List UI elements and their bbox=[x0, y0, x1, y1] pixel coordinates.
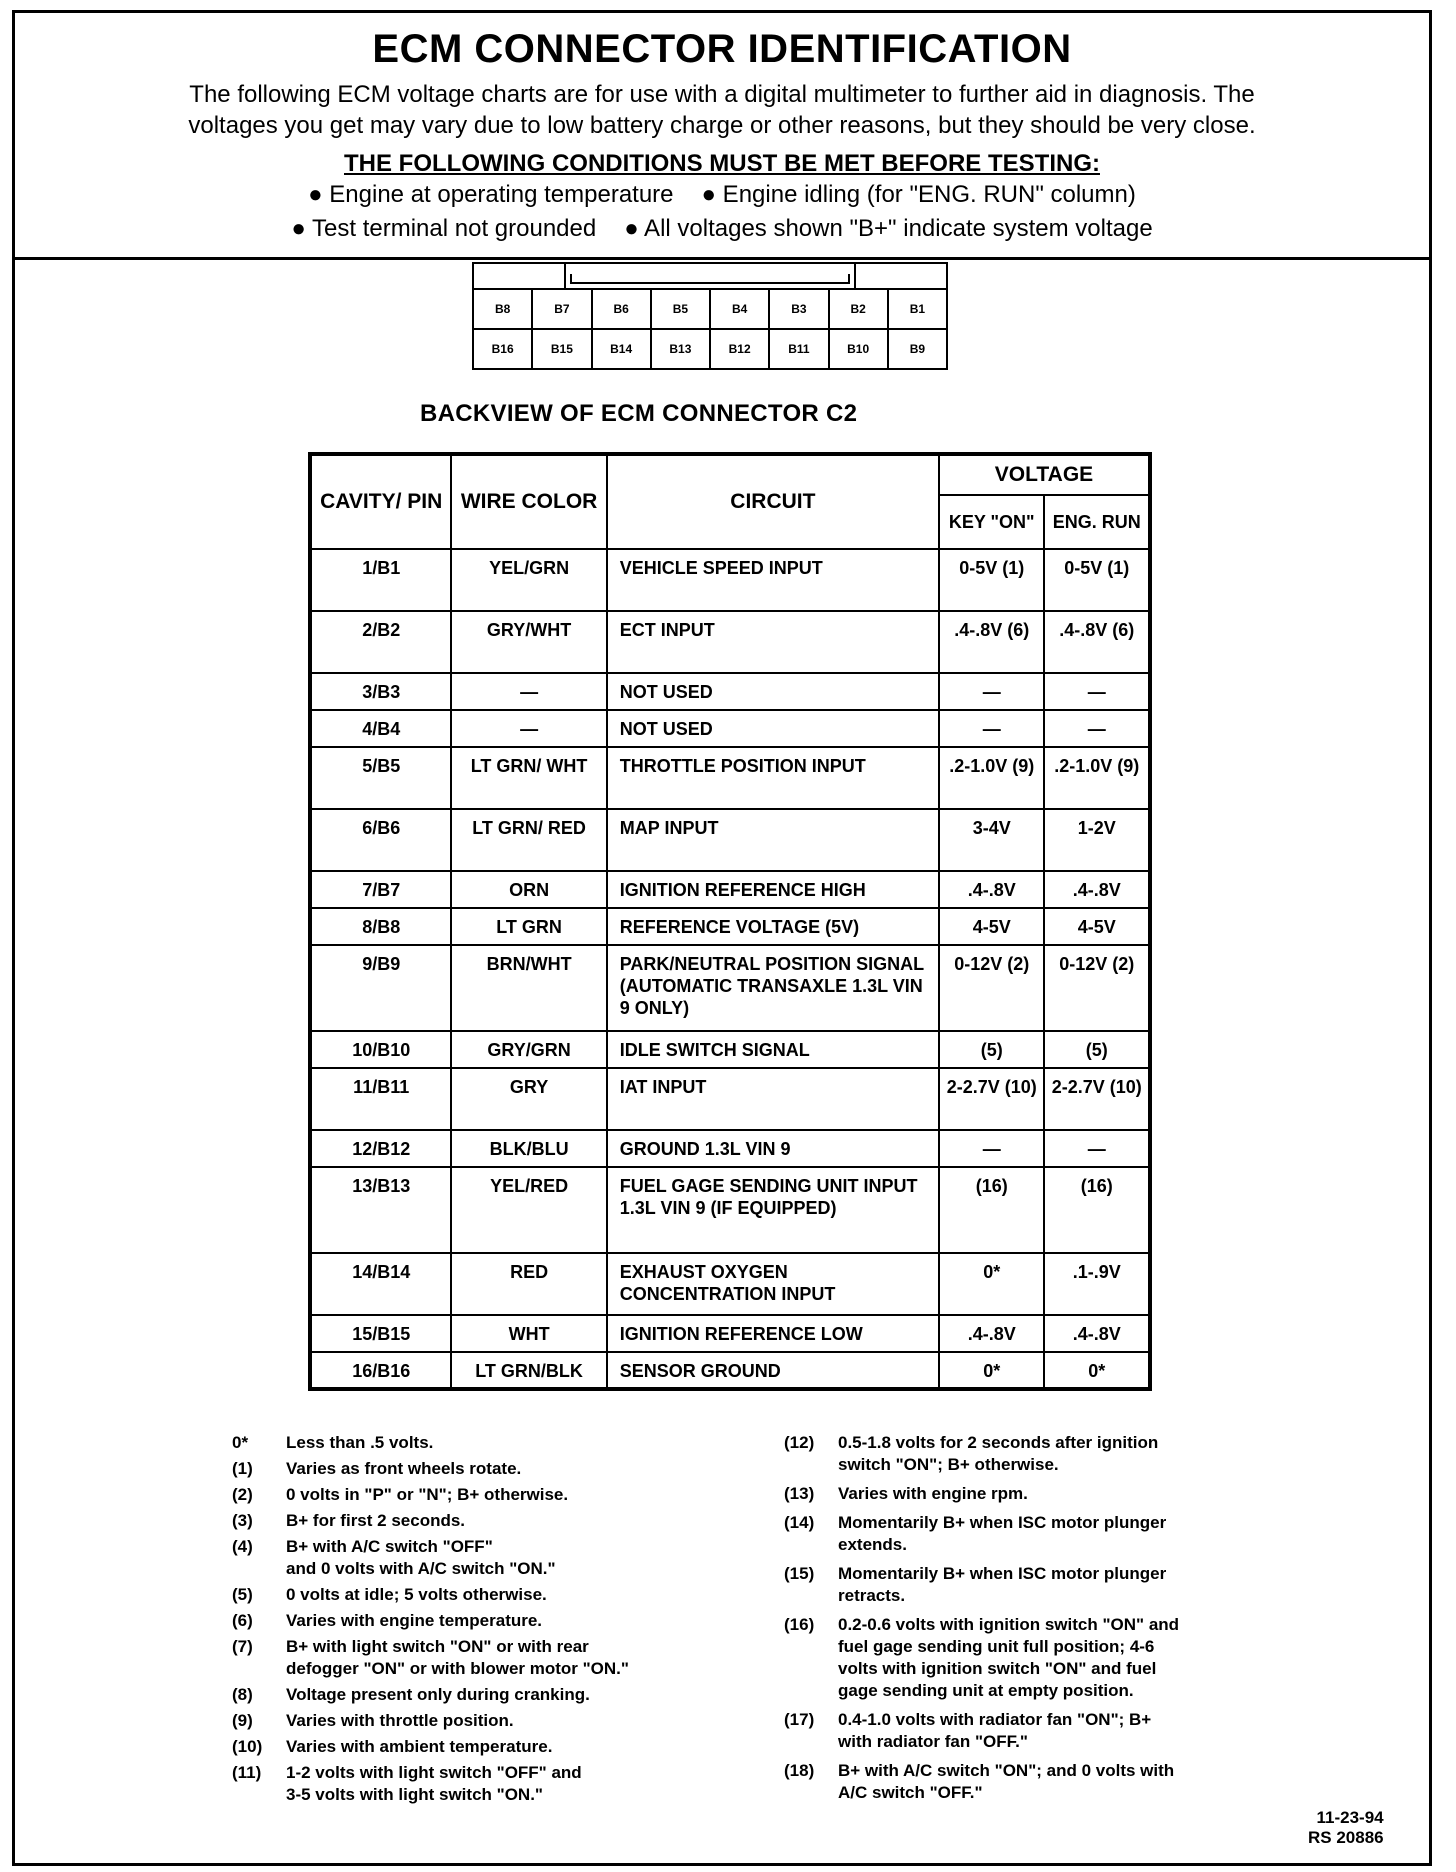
header-circuit: CIRCUIT bbox=[607, 454, 939, 549]
table-row bbox=[310, 1167, 1150, 1253]
footnote-text: 0 volts at idle; 5 volts otherwise. bbox=[286, 1585, 547, 1604]
connector-diagram bbox=[472, 262, 948, 370]
cell-pin: 7/B7 bbox=[310, 871, 451, 908]
footnote-text: B+ for first 2 seconds. bbox=[286, 1511, 466, 1530]
footnote bbox=[784, 1563, 1264, 1607]
intro-text bbox=[15, 79, 1429, 141]
footnote bbox=[232, 1510, 732, 1532]
pin-label: B15 bbox=[533, 330, 592, 370]
cell-circuit: VEHICLE SPEED INPUT bbox=[607, 549, 939, 611]
intro-line-1: The following ECM voltage charts are for use with a digital multimeter to further aid in diagnosis. The bbox=[189, 81, 1255, 108]
cell-wire-color: GRY bbox=[451, 1068, 606, 1130]
footnote-text: B+ with A/C switch "OFF" and 0 volts with A/C switch "ON." bbox=[286, 1537, 556, 1578]
condition-item: ● Test terminal not grounded bbox=[291, 215, 597, 242]
cell-circuit: IGNITION REFERENCE LOW bbox=[607, 1315, 939, 1352]
cell-key-on: 0* bbox=[939, 1352, 1044, 1389]
table-row bbox=[310, 1031, 1150, 1068]
conditions-line-1 bbox=[15, 178, 1429, 212]
cell-pin: 16/B16 bbox=[310, 1352, 451, 1389]
pin-label: B2 bbox=[830, 290, 889, 330]
header-section bbox=[15, 13, 1429, 260]
cell-eng-run: (5) bbox=[1044, 1031, 1150, 1068]
cell-key-on: .2-1.0V (9) bbox=[939, 747, 1044, 809]
pin-label: B6 bbox=[593, 290, 652, 330]
footnote-text: Varies with ambient temperature. bbox=[286, 1737, 553, 1756]
footnote bbox=[232, 1736, 732, 1758]
cell-circuit: NOT USED bbox=[607, 710, 939, 747]
pin-label: B8 bbox=[474, 290, 533, 330]
footnote bbox=[232, 1458, 732, 1480]
cell-circuit: PARK/NEUTRAL POSITION SIGNAL (AUTOMATIC TRANSAXLE 1.3L VIN 9 ONLY) bbox=[607, 945, 939, 1031]
table-row bbox=[310, 1352, 1150, 1389]
footnote-key: (10) bbox=[232, 1737, 263, 1756]
conditions-title: THE FOLLOWING CONDITIONS MUST BE MET BEFORE TESTING: bbox=[344, 150, 1100, 177]
footnote-key: (18) bbox=[784, 1761, 815, 1780]
cell-wire-color: YEL/RED bbox=[451, 1167, 606, 1253]
cell-key-on: 0* bbox=[939, 1253, 1044, 1315]
cell-pin: 10/B10 bbox=[310, 1031, 451, 1068]
cell-eng-run: 0-12V (2) bbox=[1044, 945, 1150, 1031]
condition-item: ● Engine at operating temperature bbox=[308, 181, 674, 208]
table-row bbox=[310, 908, 1150, 945]
pin-label: B5 bbox=[652, 290, 711, 330]
cell-wire-color: BRN/WHT bbox=[451, 945, 606, 1031]
cell-wire-color: ORN bbox=[451, 871, 606, 908]
footnote-text: 0.2-0.6 volts with ignition switch "ON" and fuel gage sending unit full position; 4-6 volts with ignition switch "ON" and fuel gage sending unit at empty position. bbox=[838, 1615, 1180, 1700]
footnote-text: B+ with A/C switch "ON"; and 0 volts with A/C switch "OFF." bbox=[838, 1761, 1175, 1802]
footnote-text: 1-2 volts with light switch "OFF" and 3-5 volts with light switch "ON." bbox=[286, 1763, 582, 1804]
footnote-key: (16) bbox=[784, 1615, 815, 1634]
pin-label: B12 bbox=[711, 330, 770, 370]
footnote-text: Momentarily B+ when ISC motor plunger extends. bbox=[838, 1513, 1167, 1554]
footnote-text: Momentarily B+ when ISC motor plunger retracts. bbox=[838, 1564, 1167, 1605]
intro-line-2: voltages you get may vary due to low battery charge or other reasons, but they should be very close. bbox=[188, 112, 1256, 139]
table-row bbox=[310, 1068, 1150, 1130]
cell-key-on: 3-4V bbox=[939, 809, 1044, 871]
cell-pin: 15/B15 bbox=[310, 1315, 451, 1352]
cell-wire-color: — bbox=[451, 710, 606, 747]
cell-wire-color: LT GRN/ RED bbox=[451, 809, 606, 871]
header-eng-run: ENG. RUN bbox=[1044, 495, 1150, 549]
cell-key-on: .4-.8V (6) bbox=[939, 611, 1044, 673]
footnote bbox=[232, 1710, 732, 1732]
cell-wire-color: — bbox=[451, 673, 606, 710]
cell-eng-run: .1-.9V bbox=[1044, 1253, 1150, 1315]
cell-eng-run: 0-5V (1) bbox=[1044, 549, 1150, 611]
pin-label: B1 bbox=[889, 290, 948, 330]
pin-label: B16 bbox=[474, 330, 533, 370]
cell-wire-color: LT GRN/BLK bbox=[451, 1352, 606, 1389]
footnote bbox=[784, 1432, 1264, 1476]
cell-pin: 4/B4 bbox=[310, 710, 451, 747]
cell-pin: 12/B12 bbox=[310, 1130, 451, 1167]
footnote-key: (4) bbox=[232, 1537, 253, 1556]
table-row bbox=[310, 1315, 1150, 1352]
footnote-key: (8) bbox=[232, 1685, 253, 1704]
pinout-table bbox=[308, 452, 1152, 1391]
connector-pin-grid bbox=[472, 288, 948, 370]
cell-circuit: THROTTLE POSITION INPUT bbox=[607, 747, 939, 809]
footnote-key: 0* bbox=[232, 1433, 249, 1452]
footnote bbox=[232, 1610, 732, 1632]
cell-wire-color: WHT bbox=[451, 1315, 606, 1352]
table-row bbox=[310, 747, 1150, 809]
cell-key-on: .4-.8V bbox=[939, 871, 1044, 908]
cell-wire-color: GRY/WHT bbox=[451, 611, 606, 673]
cell-eng-run: .4-.8V (6) bbox=[1044, 611, 1150, 673]
header-key-on: KEY "ON" bbox=[939, 495, 1044, 549]
page-title: ECM CONNECTOR IDENTIFICATION bbox=[372, 27, 1072, 71]
cell-eng-run: .4-.8V bbox=[1044, 1315, 1150, 1352]
cell-circuit: MAP INPUT bbox=[607, 809, 939, 871]
document-code bbox=[1308, 1808, 1384, 1848]
cell-pin: 1/B1 bbox=[310, 549, 451, 611]
cell-circuit: IGNITION REFERENCE HIGH bbox=[607, 871, 939, 908]
cell-circuit: EXHAUST OXYGEN CONCENTRATION INPUT bbox=[607, 1253, 939, 1315]
cell-key-on: (5) bbox=[939, 1031, 1044, 1068]
cell-wire-color: BLK/BLU bbox=[451, 1130, 606, 1167]
cell-key-on: 4-5V bbox=[939, 908, 1044, 945]
cell-eng-run: 2-2.7V (10) bbox=[1044, 1068, 1150, 1130]
table-row bbox=[310, 1130, 1150, 1167]
footnote-key: (12) bbox=[784, 1433, 815, 1452]
footnote-text: Varies as front wheels rotate. bbox=[286, 1459, 522, 1478]
footnote-key: (15) bbox=[784, 1564, 815, 1583]
cell-eng-run: — bbox=[1044, 673, 1150, 710]
connector-latch bbox=[472, 262, 948, 288]
footnote-text: 0 volts in "P" or "N"; B+ otherwise. bbox=[286, 1485, 569, 1504]
cell-eng-run: 0* bbox=[1044, 1352, 1150, 1389]
cell-eng-run: — bbox=[1044, 710, 1150, 747]
footnote-key: (11) bbox=[232, 1763, 262, 1782]
footnote-key: (3) bbox=[232, 1511, 253, 1530]
cell-key-on: — bbox=[939, 673, 1044, 710]
cell-pin: 6/B6 bbox=[310, 809, 451, 871]
cell-eng-run: — bbox=[1044, 1130, 1150, 1167]
footnotes-right bbox=[784, 1432, 1264, 1811]
cell-pin: 11/B11 bbox=[310, 1068, 451, 1130]
pin-label: B9 bbox=[889, 330, 948, 370]
pin-label: B13 bbox=[652, 330, 711, 370]
cell-key-on: (16) bbox=[939, 1167, 1044, 1253]
cell-wire-color: YEL/GRN bbox=[451, 549, 606, 611]
footnote-text: Voltage present only during cranking. bbox=[286, 1685, 590, 1704]
footnote bbox=[232, 1584, 732, 1606]
footnote bbox=[784, 1709, 1264, 1753]
pin-label: B7 bbox=[533, 290, 592, 330]
cell-wire-color: LT GRN/ WHT bbox=[451, 747, 606, 809]
footnote bbox=[232, 1684, 732, 1706]
cell-eng-run: .4-.8V bbox=[1044, 871, 1150, 908]
footnote-key: (1) bbox=[232, 1459, 253, 1478]
table-row bbox=[310, 945, 1150, 1031]
header-voltage: VOLTAGE bbox=[939, 454, 1150, 495]
footnote-key: (2) bbox=[232, 1485, 253, 1504]
cell-circuit: NOT USED bbox=[607, 673, 939, 710]
pin-label: B11 bbox=[770, 330, 829, 370]
connector-caption: BACKVIEW OF ECM CONNECTOR C2 bbox=[420, 400, 858, 427]
table-row bbox=[310, 611, 1150, 673]
cell-pin: 13/B13 bbox=[310, 1167, 451, 1253]
footnote bbox=[232, 1484, 732, 1506]
table-row bbox=[310, 871, 1150, 908]
cell-circuit: SENSOR GROUND bbox=[607, 1352, 939, 1389]
footnote bbox=[232, 1762, 732, 1806]
cell-key-on: — bbox=[939, 710, 1044, 747]
cell-key-on: 2-2.7V (10) bbox=[939, 1068, 1044, 1130]
cell-pin: 14/B14 bbox=[310, 1253, 451, 1315]
pin-label: B14 bbox=[593, 330, 652, 370]
cell-key-on: — bbox=[939, 1130, 1044, 1167]
cell-wire-color: LT GRN bbox=[451, 908, 606, 945]
footnote bbox=[784, 1512, 1264, 1556]
cell-key-on: 0-12V (2) bbox=[939, 945, 1044, 1031]
footnotes-left bbox=[232, 1432, 732, 1810]
cell-eng-run: .2-1.0V (9) bbox=[1044, 747, 1150, 809]
footnote-text: B+ with light switch "ON" or with rear defogger "ON" or with blower motor "ON." bbox=[286, 1637, 629, 1678]
footnote bbox=[232, 1432, 732, 1454]
condition-item: ● All voltages shown "B+" indicate system voltage bbox=[624, 215, 1153, 242]
footnote bbox=[232, 1536, 732, 1580]
footnote-key: (5) bbox=[232, 1585, 253, 1604]
cell-circuit: GROUND 1.3L VIN 9 bbox=[607, 1130, 939, 1167]
cell-wire-color: GRY/GRN bbox=[451, 1031, 606, 1068]
header-wire-color: WIRE COLOR bbox=[451, 454, 606, 549]
footnote bbox=[784, 1614, 1264, 1702]
cell-circuit: ECT INPUT bbox=[607, 611, 939, 673]
footnote-text: Varies with throttle position. bbox=[286, 1711, 514, 1730]
pin-label: B4 bbox=[711, 290, 770, 330]
table-row bbox=[310, 673, 1150, 710]
cell-circuit: IDLE SWITCH SIGNAL bbox=[607, 1031, 939, 1068]
cell-pin: 9/B9 bbox=[310, 945, 451, 1031]
cell-wire-color: RED bbox=[451, 1253, 606, 1315]
footnote bbox=[784, 1483, 1264, 1505]
document-date: 11-23-94 bbox=[1316, 1808, 1384, 1827]
cell-circuit: FUEL GAGE SENDING UNIT INPUT 1.3L VIN 9 (IF EQUIPPED) bbox=[607, 1167, 939, 1253]
footnote-text: Varies with engine temperature. bbox=[286, 1611, 543, 1630]
footnote-key: (17) bbox=[784, 1710, 815, 1729]
cell-key-on: .4-.8V bbox=[939, 1315, 1044, 1352]
cell-eng-run: (16) bbox=[1044, 1167, 1150, 1253]
table-row bbox=[310, 710, 1150, 747]
footnote-text: Varies with engine rpm. bbox=[838, 1484, 1028, 1503]
cell-pin: 3/B3 bbox=[310, 673, 451, 710]
footnote bbox=[784, 1760, 1264, 1804]
footnote-key: (14) bbox=[784, 1513, 815, 1532]
pin-label: B10 bbox=[830, 330, 889, 370]
cell-eng-run: 4-5V bbox=[1044, 908, 1150, 945]
pin-label: B3 bbox=[770, 290, 829, 330]
footnote-key: (7) bbox=[232, 1637, 253, 1656]
cell-circuit: IAT INPUT bbox=[607, 1068, 939, 1130]
footnote-text: 0.4-1.0 volts with radiator fan "ON"; B+ with radiator fan "OFF." bbox=[838, 1710, 1152, 1751]
table-row bbox=[310, 1253, 1150, 1315]
document-ref: RS 20886 bbox=[1308, 1828, 1384, 1847]
footnote-key: (13) bbox=[784, 1484, 815, 1503]
footnote-key: (6) bbox=[232, 1611, 253, 1630]
table-row bbox=[310, 549, 1150, 611]
table-row bbox=[310, 809, 1150, 871]
footnote-text: 0.5-1.8 volts for 2 seconds after ignition switch "ON"; B+ otherwise. bbox=[838, 1433, 1159, 1474]
cell-key-on: 0-5V (1) bbox=[939, 549, 1044, 611]
footnote bbox=[232, 1636, 732, 1680]
cell-pin: 5/B5 bbox=[310, 747, 451, 809]
header-cavity: CAVITY/ PIN bbox=[310, 454, 451, 549]
footnote-key: (9) bbox=[232, 1711, 253, 1730]
cell-eng-run: 1-2V bbox=[1044, 809, 1150, 871]
cell-pin: 2/B2 bbox=[310, 611, 451, 673]
condition-item: ● Engine idling (for "ENG. RUN" column) bbox=[701, 181, 1136, 208]
cell-pin: 8/B8 bbox=[310, 908, 451, 945]
cell-circuit: REFERENCE VOLTAGE (5V) bbox=[607, 908, 939, 945]
conditions-line-2 bbox=[15, 212, 1429, 246]
footnote-text: Less than .5 volts. bbox=[286, 1433, 434, 1452]
